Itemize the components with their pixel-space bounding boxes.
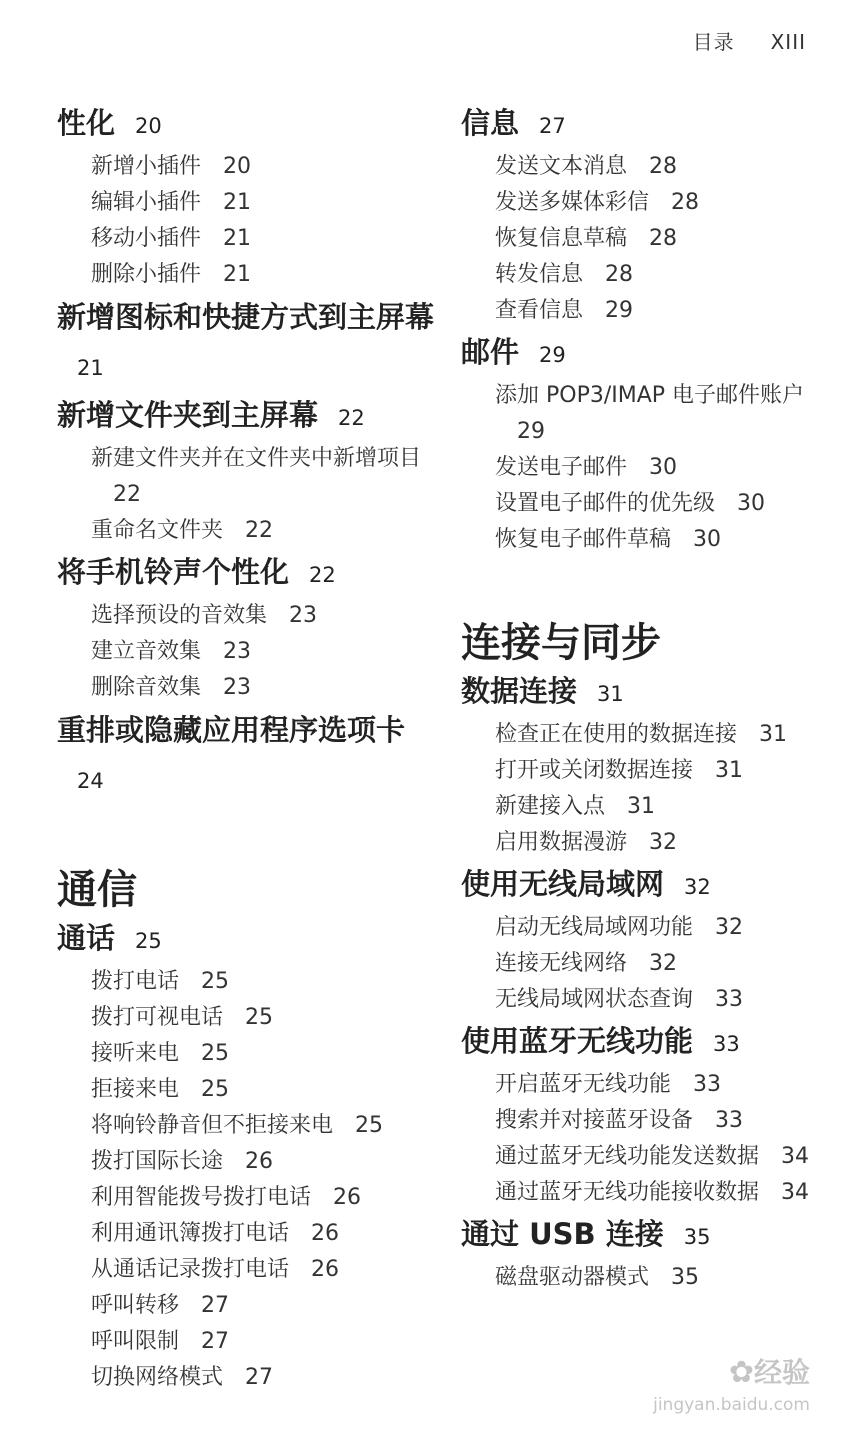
toc-entry-page: 28: [649, 226, 678, 251]
toc-subsection-entry[interactable]: [57, 1036, 437, 1072]
toc-entry-title: 搜索并对接蓝牙设备: [495, 1108, 694, 1133]
toc-entry-page: 32: [649, 951, 678, 976]
toc-entry-title: 新增文件夹到主屏幕: [57, 398, 319, 432]
toc-entry-page: 28: [649, 154, 678, 179]
toc-entry-page: 32: [649, 830, 678, 855]
toc-section-entry[interactable]: [461, 1211, 841, 1260]
toc-subsection-entry[interactable]: [57, 1180, 437, 1216]
toc-entry-title: 打开或关闭数据连接: [495, 758, 694, 783]
header-page-number: XIII: [770, 30, 806, 54]
watermark: [729, 1351, 810, 1391]
toc-entry-page: 26: [333, 1185, 362, 1210]
toc-entry-page: 25: [201, 1041, 230, 1066]
toc-entry-page: 29: [517, 419, 545, 444]
toc-entry-title: 利用智能拨号拨打电话: [91, 1185, 312, 1210]
toc-subsection-entry[interactable]: [57, 598, 437, 634]
toc-subsection-entry[interactable]: [461, 1103, 841, 1139]
toc-subsection-entry[interactable]: [57, 185, 437, 221]
toc-entry-page: 33: [693, 1072, 722, 1097]
toc-entry-page: 30: [649, 455, 678, 480]
toc-subsection-entry[interactable]: [57, 1072, 437, 1108]
toc-subsection-entry[interactable]: [461, 910, 841, 946]
toc-entry-page: 27: [201, 1293, 230, 1318]
toc-section-entry[interactable]: [57, 392, 437, 441]
toc-entry-page: 31: [627, 794, 656, 819]
toc-entry-title: 通过蓝牙无线功能发送数据: [495, 1144, 760, 1169]
toc-entry-page: 21: [77, 356, 104, 380]
toc-subsection-entry[interactable]: [57, 1252, 437, 1288]
toc-entry-title: 删除小插件: [91, 262, 202, 287]
toc-entry-page: 26: [311, 1257, 340, 1282]
toc-subsection-entry[interactable]: [57, 149, 437, 185]
toc-entry-title: 将响铃静音但不拒接来电: [91, 1113, 334, 1138]
toc-entry-page: 28: [671, 190, 700, 215]
toc-subsection-entry[interactable]: [461, 257, 841, 293]
toc-entry-title: 移动小插件: [91, 226, 202, 251]
toc-entry-page: 25: [201, 969, 230, 994]
toc-entry-title: 启动无线局域网功能: [495, 915, 694, 940]
toc-subsection-entry[interactable]: [461, 1067, 841, 1103]
toc-entry-title: 利用通讯簿拨打电话: [91, 1221, 290, 1246]
toc-entry-title: 使用蓝牙无线功能: [461, 1024, 694, 1058]
toc-entry-title: 呼叫限制: [91, 1329, 180, 1354]
toc-entry-title: 拨打国际长途: [91, 1149, 224, 1174]
toc-subsection-entry[interactable]: [461, 789, 841, 825]
toc-entry-title: 磁盘驱动器模式: [495, 1265, 650, 1290]
toc-entry-title: 发送文本消息: [495, 154, 628, 179]
toc-entry-title: 选择预设的音效集: [91, 603, 268, 628]
toc-entry-page: 22: [113, 482, 141, 507]
toc-entry-page: 32: [715, 915, 744, 940]
toc-entry-title: 设置电子邮件的优先级: [495, 491, 716, 516]
page-header: [693, 26, 806, 55]
toc-entry-page: 22: [309, 563, 336, 587]
toc-subsection-entry[interactable]: [57, 513, 437, 549]
toc-subsection-entry[interactable]: [461, 825, 841, 861]
toc-subsection-entry[interactable]: [461, 717, 841, 753]
toc-subsection-entry[interactable]: [461, 486, 841, 522]
toc-section-entry[interactable]: [57, 915, 437, 964]
toc-entry-title: 接听来电: [91, 1041, 180, 1066]
paw-icon: ✿: [728, 1355, 754, 1390]
toc-part-title: 通信: [57, 867, 137, 913]
toc-subsection-entry[interactable]: [57, 257, 437, 293]
toc-entry-page: 20: [223, 154, 252, 179]
toc-entry-page: 22: [245, 518, 274, 543]
toc-entry-title: 新增小插件: [91, 154, 202, 179]
toc-entry-page: 23: [223, 639, 252, 664]
toc-entry-title: 开启蓝牙无线功能: [495, 1072, 672, 1097]
toc-subsection-entry[interactable]: [57, 1108, 437, 1144]
toc-section-entry[interactable]: [57, 549, 437, 598]
toc-entry-title: 重命名文件夹: [91, 518, 224, 543]
toc-entry-title: 拨打可视电话: [91, 1005, 224, 1030]
toc-entry-title: 性化: [57, 106, 116, 140]
toc-subsection-entry[interactable]: [57, 1360, 437, 1396]
toc-entry-title: 信息: [461, 106, 520, 140]
toc-entry-page: 25: [201, 1077, 230, 1102]
toc-entry-page: 29: [605, 298, 634, 323]
toc-entry-title: 将手机铃声个性化: [57, 555, 290, 589]
toc-entry-title: 添加 POP3/IMAP 电子邮件账户: [495, 383, 805, 408]
toc-subsection-entry[interactable]: [461, 522, 841, 558]
toc-entry-page: 20: [135, 114, 162, 138]
toc-subsection-entry[interactable]: [461, 149, 841, 185]
toc-section-entry[interactable]: [461, 1018, 841, 1067]
toc-subsection-entry[interactable]: [57, 1216, 437, 1252]
toc-entry-title: 检查正在使用的数据连接: [495, 722, 738, 747]
toc-entry-page: 23: [289, 603, 318, 628]
toc-subsection-entry[interactable]: [57, 1144, 437, 1180]
toc-section-entry[interactable]: [57, 293, 437, 392]
toc-entry-title: 发送电子邮件: [495, 455, 628, 480]
toc-entry-title: 恢复信息草稿: [495, 226, 628, 251]
toc-entry-page: 28: [605, 262, 634, 287]
toc-entry-title: 数据连接: [461, 674, 578, 708]
toc-section-entry[interactable]: [461, 668, 841, 717]
toc-section-entry[interactable]: [461, 329, 841, 378]
toc-subsection-entry[interactable]: [461, 293, 841, 329]
header-section: 目录: [692, 30, 735, 54]
toc-entry-page: 35: [671, 1265, 700, 1290]
toc-subsection-entry[interactable]: [461, 450, 841, 486]
toc-subsection-entry[interactable]: [461, 221, 841, 257]
toc-entry-page: 21: [223, 190, 252, 215]
toc-subsection-entry[interactable]: [57, 1000, 437, 1036]
toc-left-column: [57, 100, 437, 1396]
toc-subsection-entry[interactable]: [461, 378, 841, 450]
toc-entry-page: 25: [135, 929, 162, 953]
toc-entry-page: 27: [245, 1365, 274, 1390]
toc-subsection-entry[interactable]: [461, 946, 841, 982]
toc-entry-page: 26: [311, 1221, 340, 1246]
toc-entry-title: 从通话记录拨打电话: [91, 1257, 290, 1282]
toc-section-entry[interactable]: [461, 861, 841, 910]
toc-entry-title: 新建文件夹并在文件夹中新增项目: [91, 446, 422, 471]
toc-entry-title: 切换网络模式: [91, 1365, 224, 1390]
toc-subsection-entry[interactable]: [461, 753, 841, 789]
toc-entry-title: 新建接入点: [495, 794, 606, 819]
toc-subsection-entry[interactable]: [461, 982, 841, 1018]
toc-entry-page: 27: [201, 1329, 230, 1354]
toc-entry-page: 21: [223, 226, 252, 251]
watermark-url: jingyan.baidu.com: [653, 1395, 810, 1415]
toc-entry-page: 31: [597, 682, 624, 706]
toc-entry-title: 编辑小插件: [91, 190, 202, 215]
toc-entry-page: 24: [77, 769, 104, 793]
toc-entry-page: 29: [539, 343, 566, 367]
toc-entry-page: 31: [759, 722, 788, 747]
toc-part-title: 连接与同步: [461, 620, 661, 666]
toc-entry-page: 31: [715, 758, 744, 783]
toc-subsection-entry[interactable]: [57, 634, 437, 670]
toc-entry-page: 32: [684, 875, 711, 899]
toc-entry-title: 呼叫转移: [91, 1293, 180, 1318]
toc-entry-title: 发送多媒体彩信: [495, 190, 650, 215]
toc-entry-title: 拨打电话: [91, 969, 180, 994]
toc-entry-title: 通过蓝牙无线功能接收数据: [495, 1180, 760, 1205]
toc-entry-title: 通话: [57, 921, 116, 955]
toc-subsection-entry[interactable]: [57, 1288, 437, 1324]
toc-subsection-entry[interactable]: [461, 185, 841, 221]
toc-entry-page: 35: [683, 1225, 711, 1249]
toc-entry-title: 通过 USB 连接: [461, 1217, 664, 1251]
toc-entry-page: 34: [781, 1144, 810, 1169]
toc-entry-title: 启用数据漫游: [495, 830, 628, 855]
toc-entry-page: 30: [737, 491, 766, 516]
toc-entry-title: 删除音效集: [91, 675, 202, 700]
toc-section-entry[interactable]: [461, 100, 841, 149]
toc-entry-page: 25: [355, 1113, 384, 1138]
toc-subsection-entry[interactable]: [57, 1324, 437, 1360]
toc-entry-page: 21: [223, 262, 252, 287]
toc-subsection-entry[interactable]: [57, 964, 437, 1000]
watermark-text: 经验: [753, 1356, 810, 1389]
toc-section-entry[interactable]: [57, 100, 437, 149]
toc-entry-page: 27: [539, 114, 566, 138]
toc-subsection-entry[interactable]: [461, 1260, 841, 1296]
toc-entry-title: 无线局域网状态查询: [495, 987, 694, 1012]
toc-entry-page: 33: [713, 1032, 740, 1056]
toc-section-entry[interactable]: [57, 706, 437, 805]
toc-entry-page: 33: [715, 1108, 744, 1133]
toc-entry-page: 34: [781, 1180, 810, 1205]
toc-subsection-entry[interactable]: [57, 670, 437, 706]
toc-entry-page: 22: [338, 406, 365, 430]
toc-entry-page: 30: [693, 527, 722, 552]
toc-entry-title: 重排或隐藏应用程序选项卡: [57, 713, 406, 747]
toc-subsection-entry[interactable]: [57, 441, 437, 513]
toc-entry-title: 查看信息: [495, 298, 584, 323]
toc-entry-title: 邮件: [461, 335, 520, 369]
toc-entry-title: 新增图标和快捷方式到主屏幕: [57, 300, 435, 334]
toc-right-column: [461, 100, 841, 1296]
toc-entry-title: 使用无线局域网: [461, 867, 665, 901]
toc-entry-title: 转发信息: [495, 262, 584, 287]
toc-subsection-entry[interactable]: [57, 221, 437, 257]
toc-subsection-entry[interactable]: [461, 1175, 841, 1211]
toc-entry-title: 恢复电子邮件草稿: [495, 527, 672, 552]
toc-subsection-entry[interactable]: [461, 1139, 841, 1175]
toc-entry-page: 26: [245, 1149, 274, 1174]
toc-entry-page: 33: [715, 987, 744, 1012]
toc-entry-page: 25: [245, 1005, 274, 1030]
toc-entry-title: 连接无线网络: [495, 951, 628, 976]
toc-entry-page: 23: [223, 675, 252, 700]
toc-entry-title: 建立音效集: [91, 639, 202, 664]
toc-entry-title: 拒接来电: [91, 1077, 180, 1102]
